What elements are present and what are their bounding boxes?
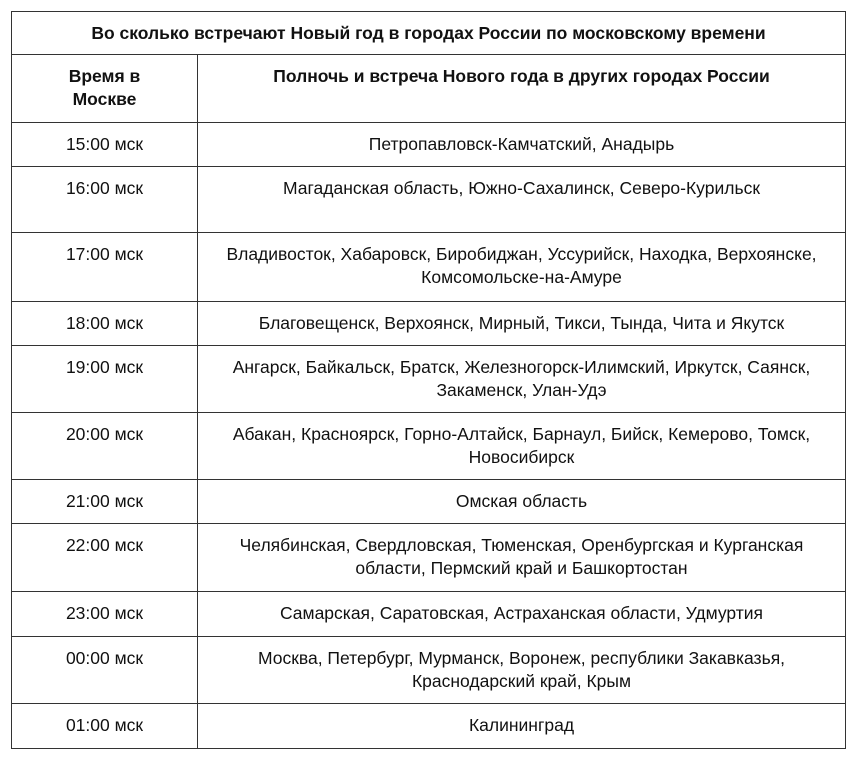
cities-cell: Москва, Петербург, Мурманск, Воронеж, республики Закавказья, Краснодарский край, Крым (198, 637, 846, 704)
cities-cell: Магаданская область, Южно-Сахалинск, Северо-Курильск (198, 167, 846, 233)
title-row (12, 12, 846, 55)
time-cell: 01:00 мск (12, 704, 198, 749)
cities-cell: Абакан, Красноярск, Горно-Алтайск, Барнаул, Бийск, Кемерово, Томск, Новосибирск (198, 413, 846, 480)
table-row (12, 524, 846, 592)
time-cell: 00:00 мск (12, 637, 198, 704)
time-cell: 23:00 мск (12, 592, 198, 637)
cities-cell: Благовещенск, Верхоянск, Мирный, Тикси, Тында, Чита и Якутск (198, 302, 846, 346)
cities-cell: Самарская, Саратовская, Астраханская области, Удмуртия (198, 592, 846, 637)
time-cell: 18:00 мск (12, 302, 198, 346)
cities-cell: Челябинская, Свердловская, Тюменская, Оренбургская и Курганская области, Пермский край и Башкортостан (198, 524, 846, 592)
time-cell: 17:00 мск (12, 233, 198, 302)
cities-cell: Владивосток, Хабаровск, Биробиджан, Уссурийск, Находка, Верхоянске, Комсомольске-на-Амуре (198, 233, 846, 302)
table-row (12, 123, 846, 167)
time-cell: 15:00 мск (12, 123, 198, 167)
table-row (12, 233, 846, 302)
new-year-time-table (11, 11, 846, 749)
table-row (12, 167, 846, 233)
table-row (12, 346, 846, 413)
time-cell: 20:00 мск (12, 413, 198, 480)
cities-cell: Омская область (198, 480, 846, 524)
table-row (12, 637, 846, 704)
table-row (12, 302, 846, 346)
time-cell: 21:00 мск (12, 480, 198, 524)
header-cities: Полночь и встреча Нового года в других городах России (198, 55, 846, 123)
header-row (12, 55, 846, 123)
cities-cell: Калининград (198, 704, 846, 749)
table-row (12, 413, 846, 480)
table-title: Во сколько встречают Новый год в городах России по московскому времени (12, 12, 846, 55)
table-row (12, 704, 846, 749)
header-time: Время в Москве (12, 55, 198, 123)
time-cell: 19:00 мск (12, 346, 198, 413)
cities-cell: Петропавловск-Камчатский, Анадырь (198, 123, 846, 167)
cities-cell: Ангарск, Байкальск, Братск, Железногорск-Илимский, Иркутск, Саянск, Закаменск, Улан-Удэ (198, 346, 846, 413)
table-row (12, 480, 846, 524)
table-row (12, 592, 846, 637)
time-cell: 16:00 мск (12, 167, 198, 233)
time-cell: 22:00 мск (12, 524, 198, 592)
